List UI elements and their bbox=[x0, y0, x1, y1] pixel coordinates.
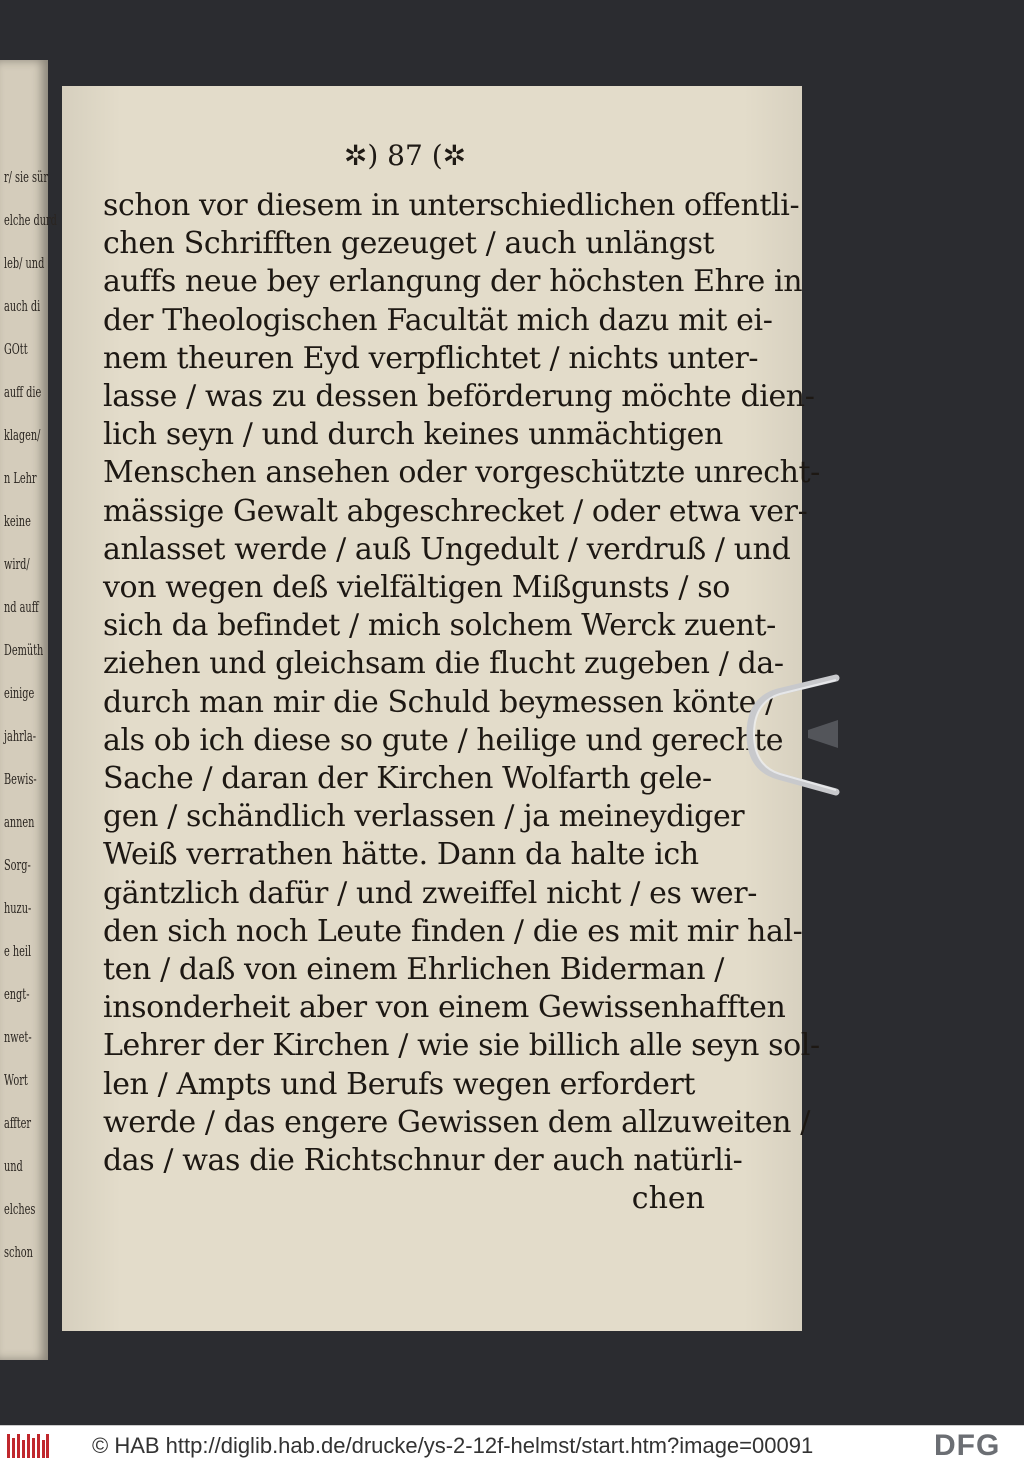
previous-page-line: jahrla- bbox=[4, 727, 37, 745]
previous-page-line: leb/ und bbox=[4, 254, 45, 272]
text-line: ziehen und gleichsam die flucht zugeben / da- bbox=[103, 646, 784, 682]
text-line: von wegen deß vielfältigen Mißgunsts / so bbox=[103, 570, 730, 605]
page-header: ✲) 87 (✲ bbox=[343, 139, 467, 172]
previous-page-edge bbox=[0, 60, 57, 1360]
copyright-url: © HAB http://diglib.hab.de/drucke/ys-2-12f-helmst/start.htm?image=00091 bbox=[92, 1433, 814, 1458]
previous-page-line: engt- bbox=[4, 985, 30, 1003]
previous-page-line: elche durd bbox=[4, 211, 57, 229]
previous-page-line: wird/ bbox=[4, 555, 30, 573]
text-line: das / was die Richtschnur der auch natürli- bbox=[103, 1143, 743, 1178]
text-line: ten / daß von einem Ehrlichen Biderman / bbox=[103, 952, 724, 987]
footer-bar bbox=[0, 1425, 1024, 1466]
text-line: der Theologischen Facultät mich dazu mit ei- bbox=[103, 302, 773, 338]
text-line: Lehrer der Kirchen / wie sie billich alle seyn sol- bbox=[103, 1028, 820, 1064]
hab-logo-icon bbox=[6, 1432, 50, 1460]
previous-page-line: Sorg- bbox=[4, 856, 31, 874]
previous-page-line: n Lehr bbox=[4, 469, 37, 487]
previous-page-line: r/ sie sür bbox=[4, 168, 48, 186]
previous-page-line: affter bbox=[4, 1114, 32, 1132]
previous-page-line: huzu- bbox=[4, 899, 32, 917]
text-line: lasse / was zu dessen beförderung möchte dien- bbox=[103, 379, 815, 414]
previous-page-line: nd auff bbox=[4, 598, 39, 616]
text-line: len / Ampts und Berufs wegen erfordert bbox=[103, 1066, 696, 1102]
page-clip bbox=[748, 670, 838, 798]
dfg-logo: DFG bbox=[934, 1429, 1001, 1462]
previous-page-line: nwet- bbox=[4, 1028, 32, 1046]
previous-page-line: annen bbox=[4, 813, 35, 831]
previous-page-line: e heil bbox=[4, 942, 32, 960]
text-line: als ob ich diese so gute / heilige und gerechte bbox=[103, 722, 784, 758]
text-line: gäntzlich dafür / und zweiffel nicht / es wer- bbox=[103, 875, 757, 911]
previous-page-line: elches bbox=[4, 1200, 36, 1218]
catchword: chen bbox=[631, 1181, 705, 1216]
text-line: mässige Gewalt abgeschrecket / oder etwa ver- bbox=[103, 493, 808, 529]
text-line: auffs neue bey erlangung der höchsten Ehre in bbox=[103, 264, 803, 300]
text-line: insonderheit aber von einem Gewissenhafften bbox=[103, 990, 786, 1026]
text-line: Menschen ansehen oder vorgeschützte unrecht- bbox=[103, 455, 820, 491]
text-line: durch man mir die Schuld beymessen könte / bbox=[103, 684, 775, 720]
previous-page-line: GOtt bbox=[4, 340, 28, 358]
previous-page-line: schon bbox=[4, 1243, 33, 1261]
text-line: chen Schrifften gezeuget / auch unlängst bbox=[103, 226, 715, 262]
previous-page-line: auff die bbox=[4, 383, 42, 401]
text-line: nem theuren Eyd verpflichtet / nichts unter- bbox=[103, 340, 759, 376]
previous-page-line: Bewis- bbox=[4, 770, 37, 788]
previous-page-line: einige bbox=[4, 684, 35, 702]
previous-page-line: Demüth bbox=[4, 641, 44, 659]
text-line: anlasset werde / auß Ungedult / verdruß / und bbox=[103, 531, 791, 567]
text-line: sich da befindet / mich solchem Werck zuent- bbox=[103, 608, 776, 644]
previous-page-line: klagen/ bbox=[4, 426, 41, 444]
text-line: den sich noch Leute finden / die es mit mir hal- bbox=[103, 913, 803, 949]
text-line: lich seyn / und durch keines unmächtigen bbox=[103, 417, 723, 453]
previous-page-line: und bbox=[4, 1157, 23, 1175]
previous-page-line: auch di bbox=[4, 297, 41, 315]
text-line: gen / schändlich verlassen / ja meineydiger bbox=[103, 799, 745, 835]
text-line: werde / das engere Gewissen dem allzuweiten / bbox=[103, 1104, 810, 1140]
text-line: schon vor diesem in unterschiedlichen offentli- bbox=[103, 188, 800, 223]
text-line: Sache / daran der Kirchen Wolfarth gele- bbox=[103, 761, 712, 796]
previous-page-line: keine bbox=[4, 512, 31, 530]
text-line: Weiß verrathen hätte. Dann da halte ich bbox=[103, 837, 699, 873]
previous-page-line: Wort bbox=[4, 1071, 28, 1089]
